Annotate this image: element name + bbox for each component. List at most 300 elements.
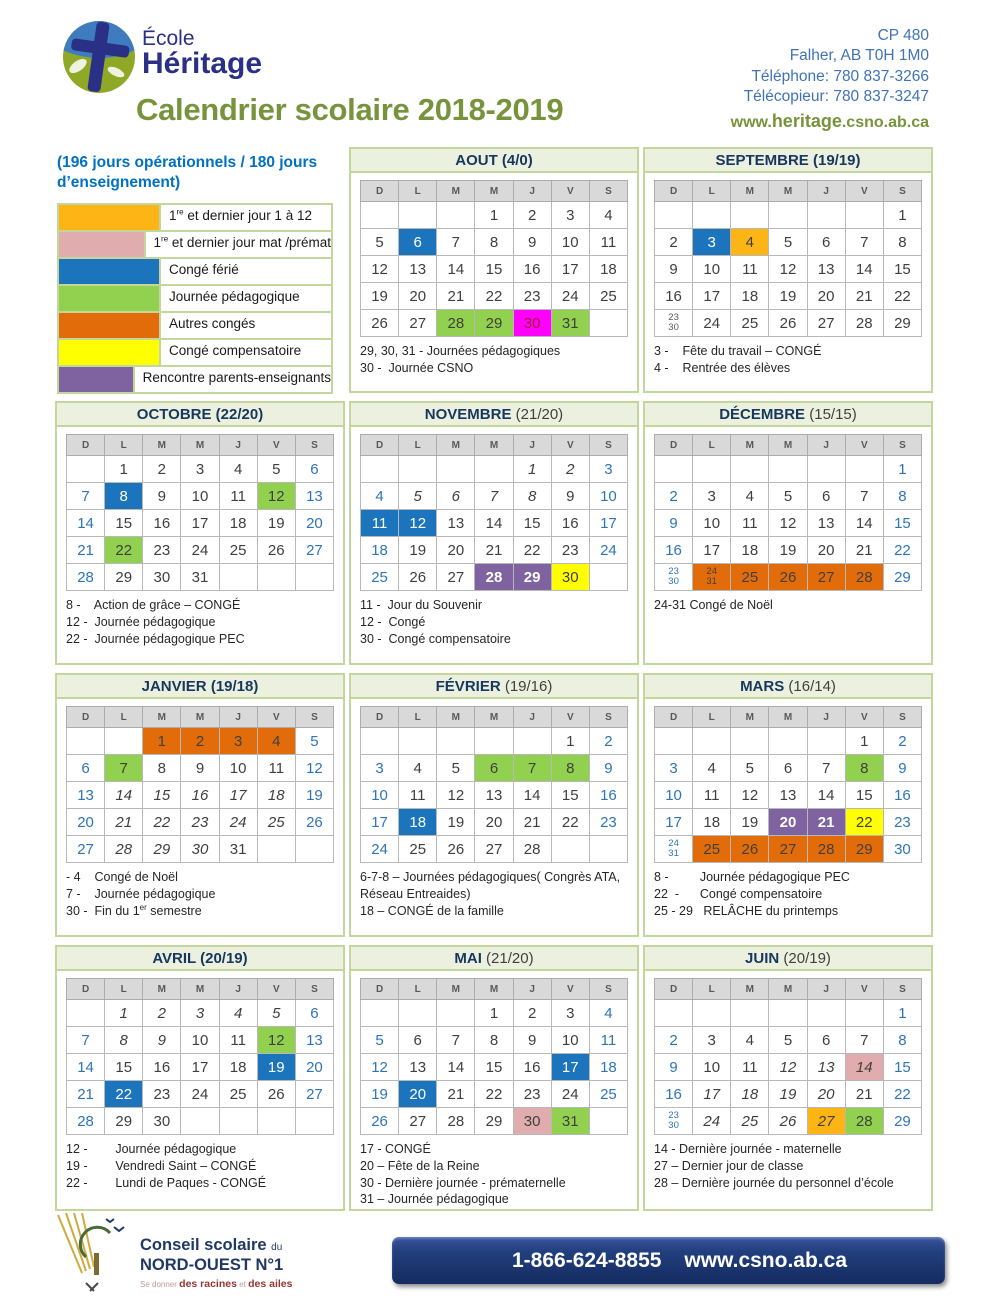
weekday-header: S bbox=[589, 979, 627, 1000]
day-cell: 2 bbox=[883, 728, 921, 755]
month-count: (22/20) bbox=[211, 406, 264, 423]
day-cell: 20 bbox=[295, 510, 333, 537]
day-cell: 17 bbox=[589, 510, 627, 537]
empty-cell bbox=[589, 564, 627, 591]
day-cell: 18 bbox=[257, 782, 295, 809]
day-cell: 9 bbox=[143, 1027, 181, 1054]
month-title bbox=[351, 149, 637, 173]
day-cell: 4 bbox=[731, 483, 769, 510]
day-cell: 26 bbox=[769, 310, 807, 337]
day-cell: 2 bbox=[589, 728, 627, 755]
day-cell: 24 31 bbox=[693, 564, 731, 591]
day-cell: 28 bbox=[437, 1108, 475, 1135]
note-line: - 4 Congé de Noël bbox=[66, 870, 178, 884]
day-cell: 1 bbox=[143, 728, 181, 755]
calendar-table bbox=[360, 706, 628, 863]
month-title bbox=[351, 403, 637, 427]
day-cell: 12 bbox=[295, 755, 333, 782]
day-cell: 11 bbox=[399, 782, 437, 809]
day-cell: 15 bbox=[513, 510, 551, 537]
weekday-header: M bbox=[143, 435, 181, 456]
day-cell: 12 bbox=[769, 510, 807, 537]
day-cell: 8 bbox=[883, 483, 921, 510]
empty-cell bbox=[399, 456, 437, 483]
day-cell: 2 bbox=[513, 202, 551, 229]
empty-cell bbox=[105, 728, 143, 755]
day-cell: 11 bbox=[219, 1027, 257, 1054]
day-cell: 6 bbox=[807, 1027, 845, 1054]
note-line: 3 - Fête du travail – CONGÉ bbox=[654, 344, 822, 358]
weekday-header: J bbox=[513, 707, 551, 728]
day-cell: 27 bbox=[67, 836, 105, 863]
day-cell: 21 bbox=[67, 1081, 105, 1108]
weekday-header: J bbox=[807, 707, 845, 728]
day-cell: 14 bbox=[845, 510, 883, 537]
empty-cell bbox=[807, 456, 845, 483]
day-cell: 2 bbox=[143, 456, 181, 483]
day-cell: 3 bbox=[181, 456, 219, 483]
day-cell: 10 bbox=[589, 483, 627, 510]
day-cell: 8 bbox=[551, 755, 589, 782]
day-cell: 29 bbox=[845, 836, 883, 863]
weekday-header: J bbox=[219, 979, 257, 1000]
weekday-header: M bbox=[769, 181, 807, 202]
note-line: 19 - Vendredi Saint – CONGÉ bbox=[66, 1158, 257, 1173]
empty-cell bbox=[437, 456, 475, 483]
footer-banner bbox=[392, 1237, 945, 1284]
empty-cell bbox=[731, 456, 769, 483]
empty-cell bbox=[769, 202, 807, 229]
day-cell: 22 bbox=[883, 1081, 921, 1108]
day-cell: 7 bbox=[67, 483, 105, 510]
day-cell: 19 bbox=[731, 809, 769, 836]
month-panel-janvier bbox=[55, 673, 345, 937]
school-logo-icon bbox=[62, 20, 136, 94]
weekday-header: J bbox=[219, 707, 257, 728]
empty-cell bbox=[437, 1000, 475, 1027]
day-cell: 31 bbox=[181, 564, 219, 591]
day-cell: 29 bbox=[883, 1108, 921, 1135]
day-cell: 10 bbox=[693, 1054, 731, 1081]
day-cell: 17 bbox=[181, 510, 219, 537]
month-name: DÉCEMBRE bbox=[719, 406, 806, 423]
day-cell: 6 bbox=[769, 755, 807, 782]
contact-line-city: Falher, AB T0H 1M0 bbox=[789, 47, 929, 65]
note-line: 6-7-8 – Journées pédagogiques( Congrès ATA, Réseau Entreaides) bbox=[360, 870, 624, 901]
day-cell: 16 bbox=[883, 782, 921, 809]
day-cell: 29 bbox=[883, 564, 921, 591]
month-name: AVRIL bbox=[152, 950, 196, 967]
day-cell: 8 bbox=[475, 1027, 513, 1054]
weekday-header: L bbox=[399, 979, 437, 1000]
day-cell: 24 bbox=[589, 537, 627, 564]
day-cell: 12 bbox=[257, 483, 295, 510]
day-cell: 6 bbox=[295, 1000, 333, 1027]
school-website-link[interactable] bbox=[731, 110, 929, 134]
legend-item bbox=[59, 257, 331, 284]
note-line: 12 - Congé bbox=[360, 614, 426, 629]
weekday-header: L bbox=[105, 979, 143, 1000]
weekday-header: V bbox=[551, 979, 589, 1000]
day-cell: 17 bbox=[181, 1054, 219, 1081]
month-panel-decembre bbox=[643, 401, 933, 665]
weekday-header: L bbox=[399, 707, 437, 728]
weekday-header: V bbox=[845, 181, 883, 202]
day-cell: 25 bbox=[589, 283, 627, 310]
day-cell: 18 bbox=[219, 510, 257, 537]
day-cell: 28 bbox=[845, 310, 883, 337]
calendar-table bbox=[360, 180, 628, 337]
day-cell: 7 bbox=[437, 229, 475, 256]
day-cell: 2 bbox=[513, 1000, 551, 1027]
day-cell: 16 bbox=[513, 256, 551, 283]
day-cell: 27 bbox=[807, 564, 845, 591]
day-cell: 18 bbox=[361, 537, 399, 564]
day-cell: 28 bbox=[807, 836, 845, 863]
day-cell: 12 bbox=[257, 1027, 295, 1054]
day-cell: 10 bbox=[361, 782, 399, 809]
note-line: 29, 30, 31 - Journées pédagogiques bbox=[360, 344, 561, 358]
day-cell: 6 bbox=[807, 229, 845, 256]
day-cell: 5 bbox=[769, 229, 807, 256]
day-cell: 7 bbox=[845, 1027, 883, 1054]
empty-cell bbox=[731, 728, 769, 755]
day-cell: 14 bbox=[475, 510, 513, 537]
empty-cell bbox=[655, 728, 693, 755]
day-cell: 15 bbox=[105, 510, 143, 537]
conseil-scolaire-name bbox=[140, 1235, 292, 1291]
day-cell: 21 bbox=[475, 537, 513, 564]
day-cell: 3 bbox=[181, 1000, 219, 1027]
day-cell: 10 bbox=[181, 1027, 219, 1054]
empty-cell bbox=[807, 728, 845, 755]
weekday-header: M bbox=[731, 435, 769, 456]
day-cell: 8 bbox=[845, 755, 883, 782]
day-cell: 8 bbox=[883, 1027, 921, 1054]
day-cell: 5 bbox=[769, 1027, 807, 1054]
month-name: JUIN bbox=[745, 950, 780, 967]
day-cell: 3 bbox=[361, 755, 399, 782]
day-cell: 30 bbox=[181, 836, 219, 863]
day-cell: 31 bbox=[219, 836, 257, 863]
day-cell: 26 bbox=[257, 537, 295, 564]
weekday-header: V bbox=[257, 435, 295, 456]
weekday-header: J bbox=[807, 181, 845, 202]
legend-swatch-blue bbox=[59, 259, 159, 284]
day-cell: 1 bbox=[513, 456, 551, 483]
day-cell: 13 bbox=[807, 510, 845, 537]
empty-cell bbox=[437, 202, 475, 229]
day-cell: 9 bbox=[655, 1054, 693, 1081]
day-cell: 19 bbox=[361, 1081, 399, 1108]
day-cell: 28 bbox=[845, 1108, 883, 1135]
day-cell: 3 bbox=[693, 483, 731, 510]
day-cell: 9 bbox=[513, 229, 551, 256]
day-cell: 26 bbox=[295, 809, 333, 836]
day-cell: 11 bbox=[731, 1054, 769, 1081]
day-cell: 12 bbox=[731, 782, 769, 809]
weekday-header: J bbox=[513, 435, 551, 456]
day-cell: 24 bbox=[551, 283, 589, 310]
empty-cell bbox=[731, 202, 769, 229]
day-cell: 14 bbox=[67, 510, 105, 537]
day-cell: 11 bbox=[219, 483, 257, 510]
weekday-header: M bbox=[181, 979, 219, 1000]
footer-website-link[interactable]: www.csno.ab.ca bbox=[684, 1248, 847, 1272]
calendar-table bbox=[66, 978, 334, 1135]
day-cell: 10 bbox=[219, 755, 257, 782]
note-line: 7 - Journée pédagogique bbox=[66, 886, 216, 901]
day-cell: 16 bbox=[143, 510, 181, 537]
day-cell: 4 bbox=[219, 1000, 257, 1027]
day-cell: 23 30 bbox=[655, 310, 693, 337]
day-cell: 14 bbox=[67, 1054, 105, 1081]
weekday-header: D bbox=[361, 979, 399, 1000]
day-cell: 15 bbox=[883, 256, 921, 283]
day-cell: 19 bbox=[437, 809, 475, 836]
org-line2: NORD-OUEST N°1 bbox=[140, 1256, 284, 1275]
weekday-header: S bbox=[883, 979, 921, 1000]
day-cell: 17 bbox=[551, 256, 589, 283]
note-line: 8 - Journée pédagogique PEC bbox=[654, 870, 850, 884]
day-cell: 21 bbox=[845, 1081, 883, 1108]
page-header bbox=[0, 0, 1005, 147]
website-domain: .csno.ab.ca bbox=[841, 113, 929, 131]
day-cell: 27 bbox=[399, 1108, 437, 1135]
day-cell: 1 bbox=[475, 202, 513, 229]
day-cell: 26 bbox=[361, 310, 399, 337]
weekday-header: V bbox=[845, 979, 883, 1000]
day-cell: 5 bbox=[399, 483, 437, 510]
school-name bbox=[142, 28, 262, 80]
day-cell: 20 bbox=[437, 537, 475, 564]
empty-cell bbox=[769, 456, 807, 483]
day-cell: 11 bbox=[589, 229, 627, 256]
empty-cell bbox=[361, 456, 399, 483]
day-cell: 11 bbox=[589, 1027, 627, 1054]
footer-phone: 1-866-624-8855 bbox=[512, 1248, 662, 1272]
empty-cell bbox=[769, 1000, 807, 1027]
day-cell: 12 bbox=[361, 1054, 399, 1081]
empty-cell bbox=[257, 1108, 295, 1135]
legend-box bbox=[57, 203, 333, 394]
day-cell: 23 bbox=[883, 809, 921, 836]
empty-cell bbox=[257, 836, 295, 863]
weekday-header: M bbox=[437, 707, 475, 728]
note-line: 11 - Jour du Souvenir bbox=[360, 598, 483, 612]
csno-logo-icon bbox=[56, 1213, 134, 1297]
day-cell: 14 bbox=[845, 1054, 883, 1081]
empty-cell bbox=[67, 728, 105, 755]
empty-cell bbox=[807, 1000, 845, 1027]
day-cell: 15 bbox=[845, 782, 883, 809]
day-cell: 25 bbox=[731, 310, 769, 337]
empty-cell bbox=[807, 202, 845, 229]
empty-cell bbox=[219, 1108, 257, 1135]
day-cell: 18 bbox=[399, 809, 437, 836]
day-cell: 21 bbox=[513, 809, 551, 836]
day-cell: 24 bbox=[181, 537, 219, 564]
day-cell: 20 bbox=[399, 283, 437, 310]
month-title bbox=[645, 947, 931, 971]
month-notes bbox=[360, 597, 628, 647]
day-cell: 12 bbox=[399, 510, 437, 537]
month-panel-aout bbox=[349, 147, 639, 393]
day-cell: 7 bbox=[845, 229, 883, 256]
weekday-header: L bbox=[399, 181, 437, 202]
day-cell: 1 bbox=[475, 1000, 513, 1027]
day-cell: 15 bbox=[883, 1054, 921, 1081]
day-cell: 4 bbox=[589, 202, 627, 229]
empty-cell bbox=[475, 728, 513, 755]
day-cell: 25 bbox=[219, 537, 257, 564]
day-cell: 13 bbox=[399, 1054, 437, 1081]
calendar-table bbox=[66, 706, 334, 863]
calendar-table bbox=[360, 434, 628, 591]
day-cell: 30 bbox=[143, 1108, 181, 1135]
day-cell: 9 bbox=[883, 755, 921, 782]
day-cell: 25 bbox=[361, 564, 399, 591]
day-cell: 22 bbox=[105, 1081, 143, 1108]
day-cell: 30 bbox=[883, 836, 921, 863]
day-cell: 25 bbox=[589, 1081, 627, 1108]
day-cell: 28 bbox=[67, 1108, 105, 1135]
month-notes bbox=[66, 597, 334, 647]
day-cell: 16 bbox=[655, 1081, 693, 1108]
day-cell: 12 bbox=[437, 782, 475, 809]
day-cell: 20 bbox=[807, 283, 845, 310]
note-line: 30 - Congé compensatoire bbox=[360, 631, 511, 646]
day-cell: 19 bbox=[257, 1054, 295, 1081]
day-cell: 7 bbox=[845, 483, 883, 510]
weekday-header: S bbox=[589, 181, 627, 202]
day-cell: 11 bbox=[693, 782, 731, 809]
contact-line-phone: Téléphone: 780 837-3266 bbox=[751, 67, 929, 85]
day-cell: 18 bbox=[731, 1081, 769, 1108]
day-cell: 8 bbox=[105, 483, 143, 510]
day-cell: 16 bbox=[589, 782, 627, 809]
day-cell: 6 bbox=[807, 483, 845, 510]
weekday-header: D bbox=[655, 707, 693, 728]
page-footer bbox=[0, 1211, 1005, 1299]
legend-item-label: Congé férié bbox=[159, 259, 331, 284]
month-notes bbox=[360, 343, 628, 377]
day-cell: 14 bbox=[845, 256, 883, 283]
day-cell: 30 bbox=[513, 310, 551, 337]
day-cell: 5 bbox=[257, 1000, 295, 1027]
day-cell: 2 bbox=[655, 483, 693, 510]
empty-cell bbox=[181, 1108, 219, 1135]
note-line: 12 - Journée pédagogique bbox=[66, 614, 216, 629]
day-cell: 7 bbox=[437, 1027, 475, 1054]
day-cell: 22 bbox=[475, 283, 513, 310]
calendar-table bbox=[654, 978, 922, 1135]
day-cell: 22 bbox=[883, 283, 921, 310]
calendar-table bbox=[654, 180, 922, 337]
empty-cell bbox=[693, 202, 731, 229]
day-cell: 8 bbox=[883, 229, 921, 256]
day-cell: 3 bbox=[219, 728, 257, 755]
day-cell: 3 bbox=[589, 456, 627, 483]
day-cell: 18 bbox=[731, 283, 769, 310]
weekday-header: L bbox=[693, 435, 731, 456]
day-cell: 13 bbox=[295, 483, 333, 510]
day-cell: 17 bbox=[219, 782, 257, 809]
day-cell: 7 bbox=[475, 483, 513, 510]
month-notes bbox=[66, 1141, 334, 1191]
weekday-header: V bbox=[845, 707, 883, 728]
day-cell: 29 bbox=[475, 310, 513, 337]
legend-section bbox=[55, 147, 345, 393]
day-cell: 1 bbox=[551, 728, 589, 755]
day-cell: 18 bbox=[589, 1054, 627, 1081]
calendar-table bbox=[360, 978, 628, 1135]
day-cell: 1 bbox=[105, 456, 143, 483]
month-title bbox=[57, 675, 343, 699]
weekday-header: D bbox=[361, 435, 399, 456]
day-cell: 11 bbox=[361, 510, 399, 537]
day-cell: 1 bbox=[883, 202, 921, 229]
weekday-header: M bbox=[731, 707, 769, 728]
month-notes bbox=[654, 1141, 922, 1191]
day-cell: 11 bbox=[731, 256, 769, 283]
weekday-header: M bbox=[143, 979, 181, 1000]
day-cell: 23 bbox=[589, 809, 627, 836]
note-line: 4 - Rentrée des élèves bbox=[654, 360, 791, 375]
note-line: 18 – CONGÉ de la famille bbox=[360, 903, 504, 918]
weekday-header: S bbox=[589, 435, 627, 456]
day-cell: 28 bbox=[513, 836, 551, 863]
day-cell: 22 bbox=[475, 1081, 513, 1108]
day-cell: 8 bbox=[513, 483, 551, 510]
month-title bbox=[57, 403, 343, 427]
day-cell: 28 bbox=[105, 836, 143, 863]
note-line: 20 – Fête de la Reine bbox=[360, 1158, 480, 1173]
month-notes bbox=[360, 869, 628, 919]
org-du: du bbox=[271, 1242, 283, 1253]
day-cell: 25 bbox=[219, 1081, 257, 1108]
day-cell: 14 bbox=[437, 256, 475, 283]
weekday-header: S bbox=[883, 181, 921, 202]
legend-item bbox=[59, 365, 331, 392]
day-cell: 2 bbox=[655, 229, 693, 256]
day-cell: 14 bbox=[807, 782, 845, 809]
day-cell: 20 bbox=[399, 1081, 437, 1108]
weekday-header: M bbox=[475, 435, 513, 456]
day-cell: 11 bbox=[257, 755, 295, 782]
day-cell: 25 bbox=[257, 809, 295, 836]
weekday-header: D bbox=[67, 707, 105, 728]
note-line: 17 - CONGÉ bbox=[360, 1142, 431, 1156]
empty-cell bbox=[693, 1000, 731, 1027]
day-cell: 25 bbox=[693, 836, 731, 863]
empty-cell bbox=[655, 456, 693, 483]
weekday-header: M bbox=[731, 979, 769, 1000]
empty-cell bbox=[845, 202, 883, 229]
day-cell: 18 bbox=[731, 537, 769, 564]
month-count: (21/20) bbox=[511, 406, 564, 423]
weekday-header: J bbox=[219, 435, 257, 456]
month-title bbox=[645, 149, 931, 173]
weekday-header: S bbox=[295, 707, 333, 728]
legend-swatch-green bbox=[59, 286, 159, 311]
day-cell: 14 bbox=[437, 1054, 475, 1081]
month-notes bbox=[654, 869, 922, 919]
weekday-header: M bbox=[437, 979, 475, 1000]
day-cell: 16 bbox=[551, 510, 589, 537]
day-cell: 26 bbox=[361, 1108, 399, 1135]
day-cell: 27 bbox=[475, 836, 513, 863]
